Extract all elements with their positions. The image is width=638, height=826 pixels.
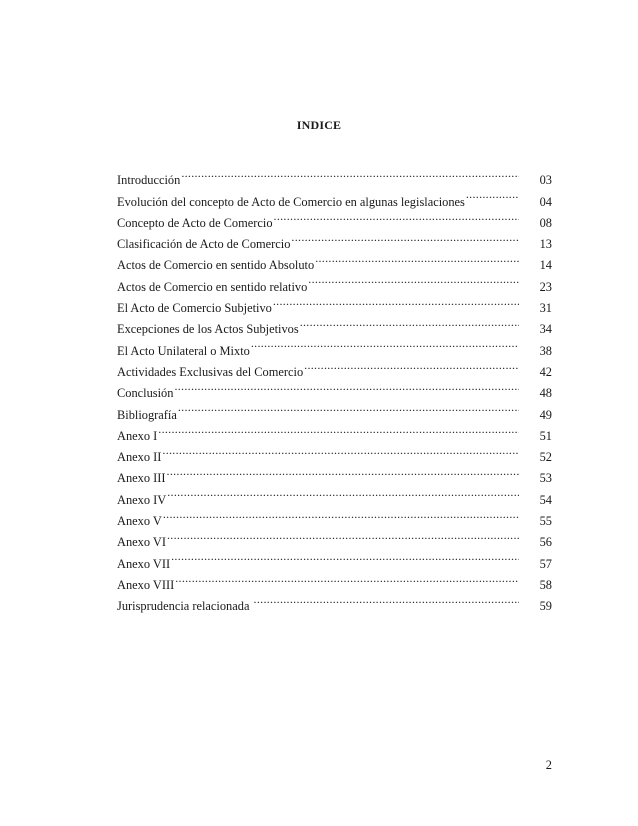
toc-entry-label: Anexo V: [117, 514, 162, 529]
toc-dot-leader: [466, 184, 519, 205]
toc-entry-label: Clasificación de Acto de Comercio: [117, 237, 291, 252]
toc-entry-page: 14: [539, 258, 552, 273]
toc-dot-leader: [291, 227, 519, 248]
toc-dot-leader: [308, 269, 519, 290]
toc-entry-page: 52: [539, 450, 552, 465]
page-title: INDICE: [296, 118, 342, 132]
toc-entry-label: Anexo II: [117, 450, 162, 465]
toc-entry-page: 56: [539, 535, 552, 550]
toc-entry-page: 51: [539, 428, 552, 443]
toc-entry: [117, 397, 552, 422]
toc-entry: [117, 589, 552, 614]
toc-dot-leader: [163, 504, 519, 525]
toc-dot-leader: [181, 163, 519, 184]
toc-entry: [117, 546, 552, 571]
toc-entry-page: 54: [539, 492, 552, 507]
toc-dot-leader: [178, 397, 519, 418]
toc-entry-label: Actividades Exclusivas del Comercio: [117, 364, 304, 379]
toc-entry-page: 38: [539, 343, 552, 358]
toc-entry: [117, 419, 552, 443]
toc-entry-page: 53: [539, 471, 552, 486]
toc-dot-leader: [274, 206, 519, 227]
toc-entry-page: 08: [539, 215, 552, 230]
toc-entry-page: 13: [539, 237, 552, 252]
toc-entry-page: 34: [539, 322, 552, 337]
toc-entry-page: 49: [539, 407, 552, 422]
toc-entry: [117, 461, 552, 486]
toc-entry-label: Anexo III: [117, 471, 166, 486]
toc-entry: [117, 482, 552, 507]
toc-dot-leader: [174, 376, 519, 397]
toc-entry-label: Anexo VII: [117, 556, 171, 571]
toc-dot-leader: [251, 333, 519, 354]
toc-entry: [117, 163, 552, 188]
page-number: 2: [545, 758, 552, 772]
toc-entry-label: Anexo IV: [117, 492, 167, 507]
toc-entry: [117, 504, 552, 529]
toc-entry: [117, 525, 552, 550]
toc-entry-label: Anexo VIII: [117, 577, 175, 592]
toc-dot-leader: [167, 482, 519, 503]
toc-entry-page: 55: [539, 514, 552, 529]
toc-entry-page: 59: [539, 599, 552, 614]
toc-entry-page: 04: [539, 194, 552, 209]
toc-dot-leader: [175, 568, 519, 589]
toc-dot-leader: [254, 589, 519, 610]
toc-entry-label: Actos de Comercio en sentido Absoluto: [117, 258, 315, 273]
toc-entry-page: 48: [539, 386, 552, 401]
toc-entry-label: Anexo VI: [117, 535, 166, 550]
toc-entry-page: 03: [539, 173, 552, 188]
toc-entry-label: Anexo I: [117, 428, 158, 443]
toc-entry-label: Jurisprudencia relacionada: [117, 599, 253, 614]
toc-entry-page: 31: [539, 301, 552, 316]
toc-entry-page: 42: [539, 364, 552, 379]
toc-entry: [117, 184, 552, 209]
toc-dot-leader: [167, 525, 519, 546]
toc-entry-label: Conclusión: [117, 386, 174, 401]
toc-entry-label: Concepto de Acto de Comercio: [117, 215, 273, 230]
toc-dot-leader: [158, 419, 519, 440]
toc-entry-label: El Acto Unilateral o Mixto: [117, 343, 250, 358]
toc-dot-leader: [304, 355, 519, 376]
toc-dot-leader: [171, 546, 519, 567]
toc-entry: [117, 568, 552, 592]
toc-entry-label: El Acto de Comercio Subjetivo: [117, 301, 272, 316]
toc-entry-label: Evolución del concepto de Acto de Comercio en algunas legislaciones: [117, 194, 465, 209]
toc-entry: [117, 376, 552, 401]
toc-dot-leader: [162, 440, 519, 461]
toc-dot-leader: [167, 461, 519, 482]
toc-entry-label: Bibliografía: [117, 407, 177, 422]
table-of-contents: [117, 163, 552, 614]
toc-dot-leader: [315, 248, 519, 269]
toc-entry: [117, 440, 552, 465]
toc-entry-page: 57: [539, 556, 552, 571]
toc-dot-leader: [300, 312, 519, 333]
toc-entry-page: 58: [539, 577, 552, 592]
toc-dot-leader: [273, 291, 519, 312]
toc-entry-label: Introducción: [117, 173, 181, 188]
toc-entry-label: Actos de Comercio en sentido relativo: [117, 279, 308, 294]
toc-entry-page: 23: [539, 279, 552, 294]
toc-entry-label: Excepciones de los Actos Subjetivos: [117, 322, 299, 337]
